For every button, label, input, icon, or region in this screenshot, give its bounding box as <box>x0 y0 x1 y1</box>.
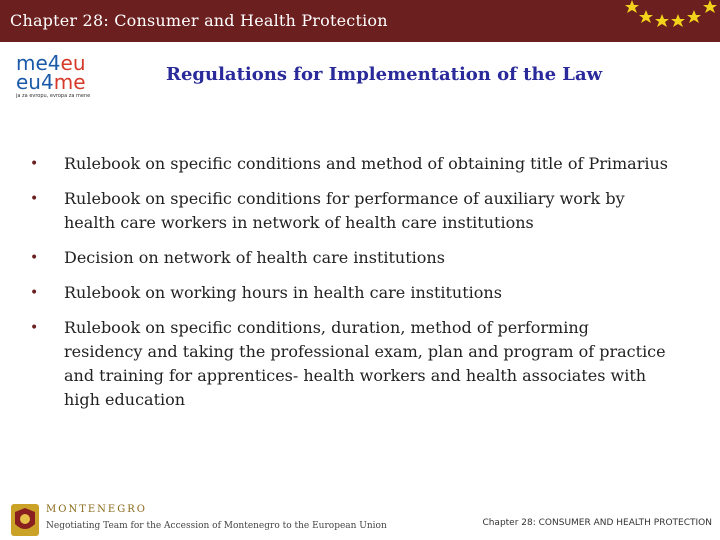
star-icon <box>703 0 717 13</box>
logo-tagline: ja za evropu, evropa za mene <box>16 93 91 99</box>
bullet-icon: • <box>30 156 39 172</box>
chapter-title: Chapter 28: Consumer and Health Protection <box>10 11 388 30</box>
eu-stars-icon <box>620 0 720 42</box>
footer-country: MONTENEGRO <box>46 504 147 515</box>
bullet-item: • Rulebook on working hours in health care institutions <box>30 281 670 305</box>
star-icon <box>655 14 669 27</box>
bullet-icon: • <box>30 320 39 336</box>
star-icon <box>625 0 639 13</box>
star-icon <box>639 10 653 23</box>
bullet-item: • Rulebook on specific conditions, duration, method of performing residency and taking the professional exam, plan and program of practice and training for apprentices- health workers and health associates with high education <box>30 318 666 409</box>
bullet-item: • Decision on network of health care institutions <box>30 246 670 270</box>
bullet-list <box>30 152 670 423</box>
footer-team: Negotiating Team for the Accession of Montenegro to the European Union <box>46 521 387 531</box>
bullet-item: • Rulebook on specific conditions for performance of auxiliary work by health care workers in network of health care institutions <box>30 189 625 232</box>
logo-line-1: me4eu <box>16 51 86 75</box>
footer-chapter: Chapter 28: CONSUMER AND HEALTH PROTECTION <box>482 518 712 528</box>
bullet-icon: • <box>30 191 39 207</box>
me4eu-logo <box>16 51 111 100</box>
header-bar <box>0 0 720 42</box>
bullet-item: • Rulebook on specific conditions and method of obtaining title of Primarius <box>30 152 670 176</box>
slide-title: Regulations for Implementation of the Law <box>166 64 603 85</box>
star-icon <box>671 14 685 27</box>
bullet-icon: • <box>30 250 39 266</box>
montenegro-crest-icon <box>8 502 42 538</box>
star-icon <box>687 10 701 23</box>
logo-line-2: eu4me <box>16 70 86 94</box>
bullet-icon: • <box>30 285 39 301</box>
